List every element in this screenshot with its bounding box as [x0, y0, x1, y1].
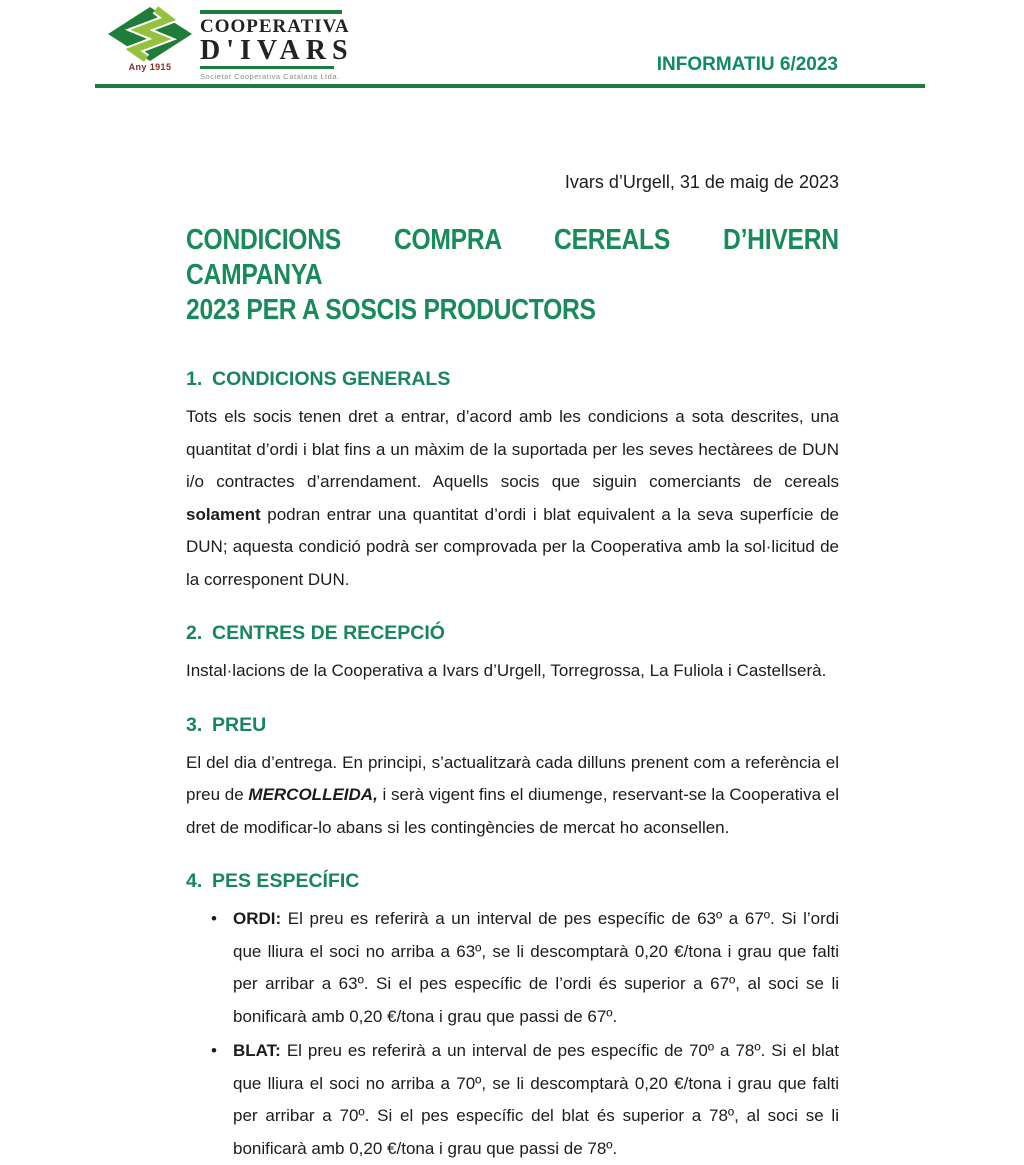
section-number: 2.	[186, 622, 203, 644]
section-heading-condicions-generals	[186, 368, 839, 391]
section-heading-label: CONDICIONS GENERALS	[212, 368, 451, 390]
document-title	[186, 223, 839, 328]
section-heading-pes-especific	[186, 870, 839, 893]
section-heading-label: PREU	[212, 713, 267, 736]
bullet-list-pes-especific	[186, 903, 839, 1165]
cooperative-logo-icon	[106, 6, 194, 62]
list-item-blat	[186, 1035, 839, 1165]
paragraph-condicions-generals	[186, 401, 839, 596]
section-number: 4.	[186, 870, 203, 892]
wordmark-line2: D'IVARS	[200, 35, 354, 66]
paragraph-preu	[186, 747, 839, 845]
bullet-icon: •	[211, 1041, 217, 1060]
bullet-body-text: El preu es referirà a un interval de pes específic de 70º a 78º. Si el blat que lliura el soci no arriba a 70º, se li descomptarà 0,20 €/tona i grau que falti per arribar a 70º. Si el pes específic del blat és superior a 78º, al soci se li bonificarà amb 0,20 €/tona i grau que passi de 78º.	[233, 1041, 839, 1158]
paragraph-text: i serà vigent fins el diumenge, reservant-se la Cooperativa el dret de modificar-lo abans si les contingències de mercat ho aconsellen.	[186, 785, 839, 837]
bullet-icon: •	[211, 909, 217, 928]
bullet-text	[233, 903, 839, 1033]
bullet-text	[233, 1035, 839, 1165]
section-heading-label: CENTRES DE RECEPCIÓ	[212, 622, 445, 644]
section-number: 1.	[186, 368, 203, 390]
section-heading-label: PES ESPECÍFIC	[212, 870, 360, 892]
document-title-line2: 2023 PER A SOSCIS PRODUCTORS	[186, 294, 596, 326]
paragraph-centres-recepcio: Instal·lacions de la Cooperativa a Ivars d’Urgell, Torregrossa, La Fuliola i Castellserà.	[186, 661, 827, 680]
section-number: 3.	[186, 713, 203, 736]
paragraph-text: podran entrar una quantitat d’ordi i blat equivalent a la seva superfície de DUN; aquesta condició podrà ser comprovada per la Cooperativa amb la sol·licitud de la corresponent DUN.	[186, 504, 839, 589]
dateline: Ivars d’Urgell, 31 de maig de 2023	[564, 172, 839, 192]
list-item-ordi	[186, 903, 839, 1033]
section-heading-preu	[186, 714, 839, 737]
paragraph-text: Tots els socis tenen dret a entrar, d’acord amb les condicions a sota descrites, una quantitat d’ordi i blat fins a un màxim de la suportada per les seves hectàrees de DUN i/o contractes d’arrendament. Aquells socis que siguin comerciants de cereals	[186, 407, 839, 491]
wordmark-tagline: Societat Cooperativa Catalana Ltda.	[200, 72, 340, 81]
paragraph-bold-text: solament	[186, 504, 261, 524]
document-body	[186, 0, 839, 1165]
paragraph-bold-italic-text: MERCOLLEIDA,	[248, 785, 378, 804]
bullet-label-blat: BLAT:	[233, 1041, 281, 1060]
section-heading-centres-recepcio	[186, 622, 839, 645]
paragraph-text: El del dia d’entrega. En principi, s’actualitzarà cada dilluns prenent com a referència el preu de	[186, 752, 839, 804]
bullet-body-text: El preu es referirà a un interval de pes específic de 63º a 67º. Si l’ordi que lliura el soci no arriba a 63º, se li descomptarà 0,20 €/tona i grau que falti per arribar a 63º. Si el pes específic de l’ordi és superior a 67º, al soci se li bonificarà amb 0,20 €/tona i grau que passi de 67º.	[233, 909, 839, 1026]
bulletin-number: INFORMATIU 6/2023	[656, 54, 838, 75]
wordmark-line1: COOPERATIVA	[200, 16, 350, 37]
logo-year-label: Any 1915	[128, 62, 172, 72]
document-title-line1: CONDICIONS COMPRA CEREALS D’HIVERN CAMPANYA	[186, 224, 839, 291]
bullet-label-ordi: ORDI:	[233, 909, 282, 928]
